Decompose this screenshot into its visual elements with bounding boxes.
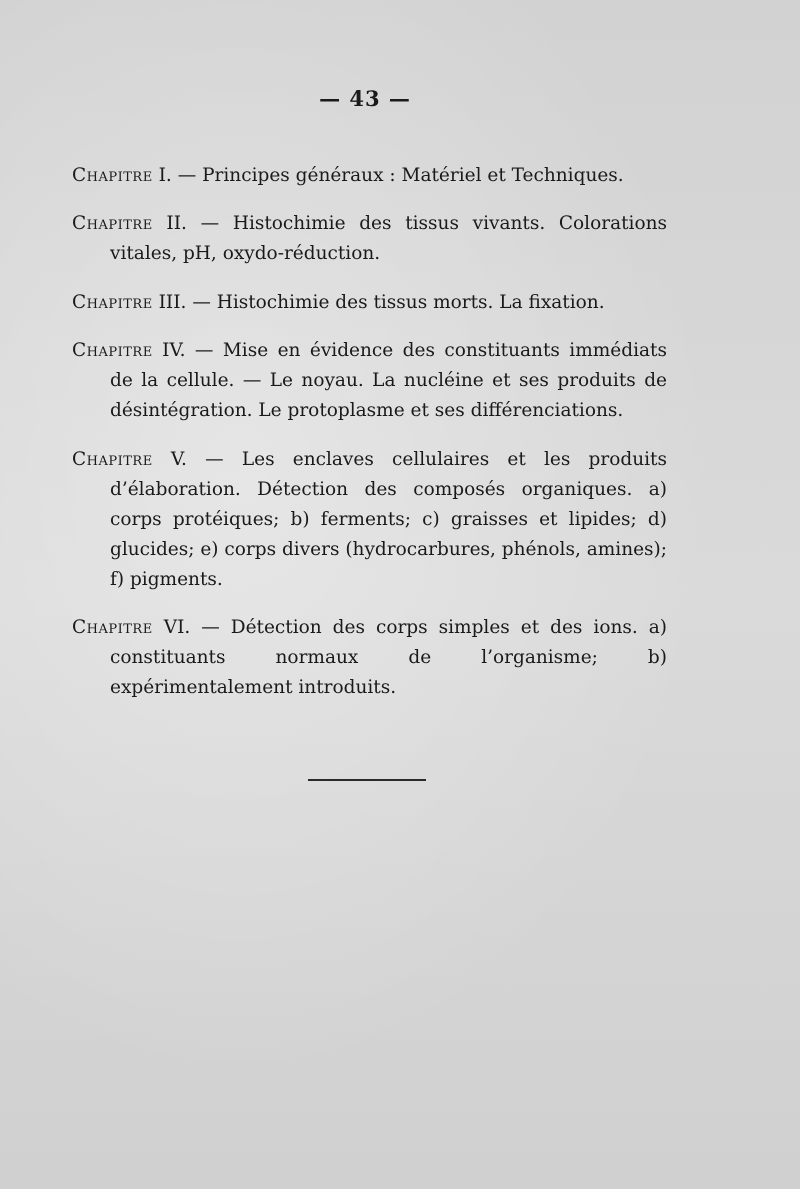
chapter-number: V. xyxy=(170,448,187,470)
chapter-entry-4 xyxy=(72,336,667,426)
chapter-title: — Histochimie des tissus vivants. Colorations vitales, pH, oxydo-réduction. xyxy=(110,213,668,264)
chapter-entry-2 xyxy=(72,209,667,269)
chapter-number: IV. xyxy=(162,340,186,361)
chapter-label: Chapitre xyxy=(72,448,153,470)
chapter-entry-6 xyxy=(72,613,667,703)
section-divider-rule xyxy=(308,779,426,781)
chapter-label: Chapitre xyxy=(72,617,153,638)
chapter-title: — Histochimie des tissus morts. La fixation. xyxy=(192,291,605,313)
chapter-label: Chapitre xyxy=(72,340,153,361)
chapter-label: Chapitre xyxy=(72,291,153,313)
chapter-number: I. xyxy=(158,164,172,186)
chapter-number: III. xyxy=(158,291,187,313)
chapter-entry-5 xyxy=(72,445,667,595)
chapter-title: — Détection des corps simples et des ions. a) constituants normaux de l’organisme; b) expérimentalement introduits. xyxy=(110,617,667,698)
chapter-title: — Les enclaves cellulaires et les produits d’élaboration. Détection des composés organiques. a) corps protéiques; b) ferments; c) graisses et lipides; d) glucides; e) corps divers (hydrocarbures, phénols, amines); f) pigments. xyxy=(110,448,668,590)
chapter-number: II. xyxy=(166,213,187,234)
chapter-title: — Principes généraux : Matériel et Techniques. xyxy=(177,164,624,186)
chapter-number: VI. xyxy=(163,617,191,638)
chapter-label: Chapitre xyxy=(72,213,153,234)
chapter-entry-3 xyxy=(72,288,667,318)
chapter-title: — Mise en évidence des constituants immédiats de la cellule. — Le noyau. La nucléine et ses produits de désintégration. Le protoplasme et ses différenciations. xyxy=(110,340,667,421)
chapter-entry-1 xyxy=(72,161,667,191)
table-of-contents xyxy=(72,142,667,711)
page-number: — 43 — xyxy=(319,86,411,111)
chapter-label: Chapitre xyxy=(72,164,153,186)
